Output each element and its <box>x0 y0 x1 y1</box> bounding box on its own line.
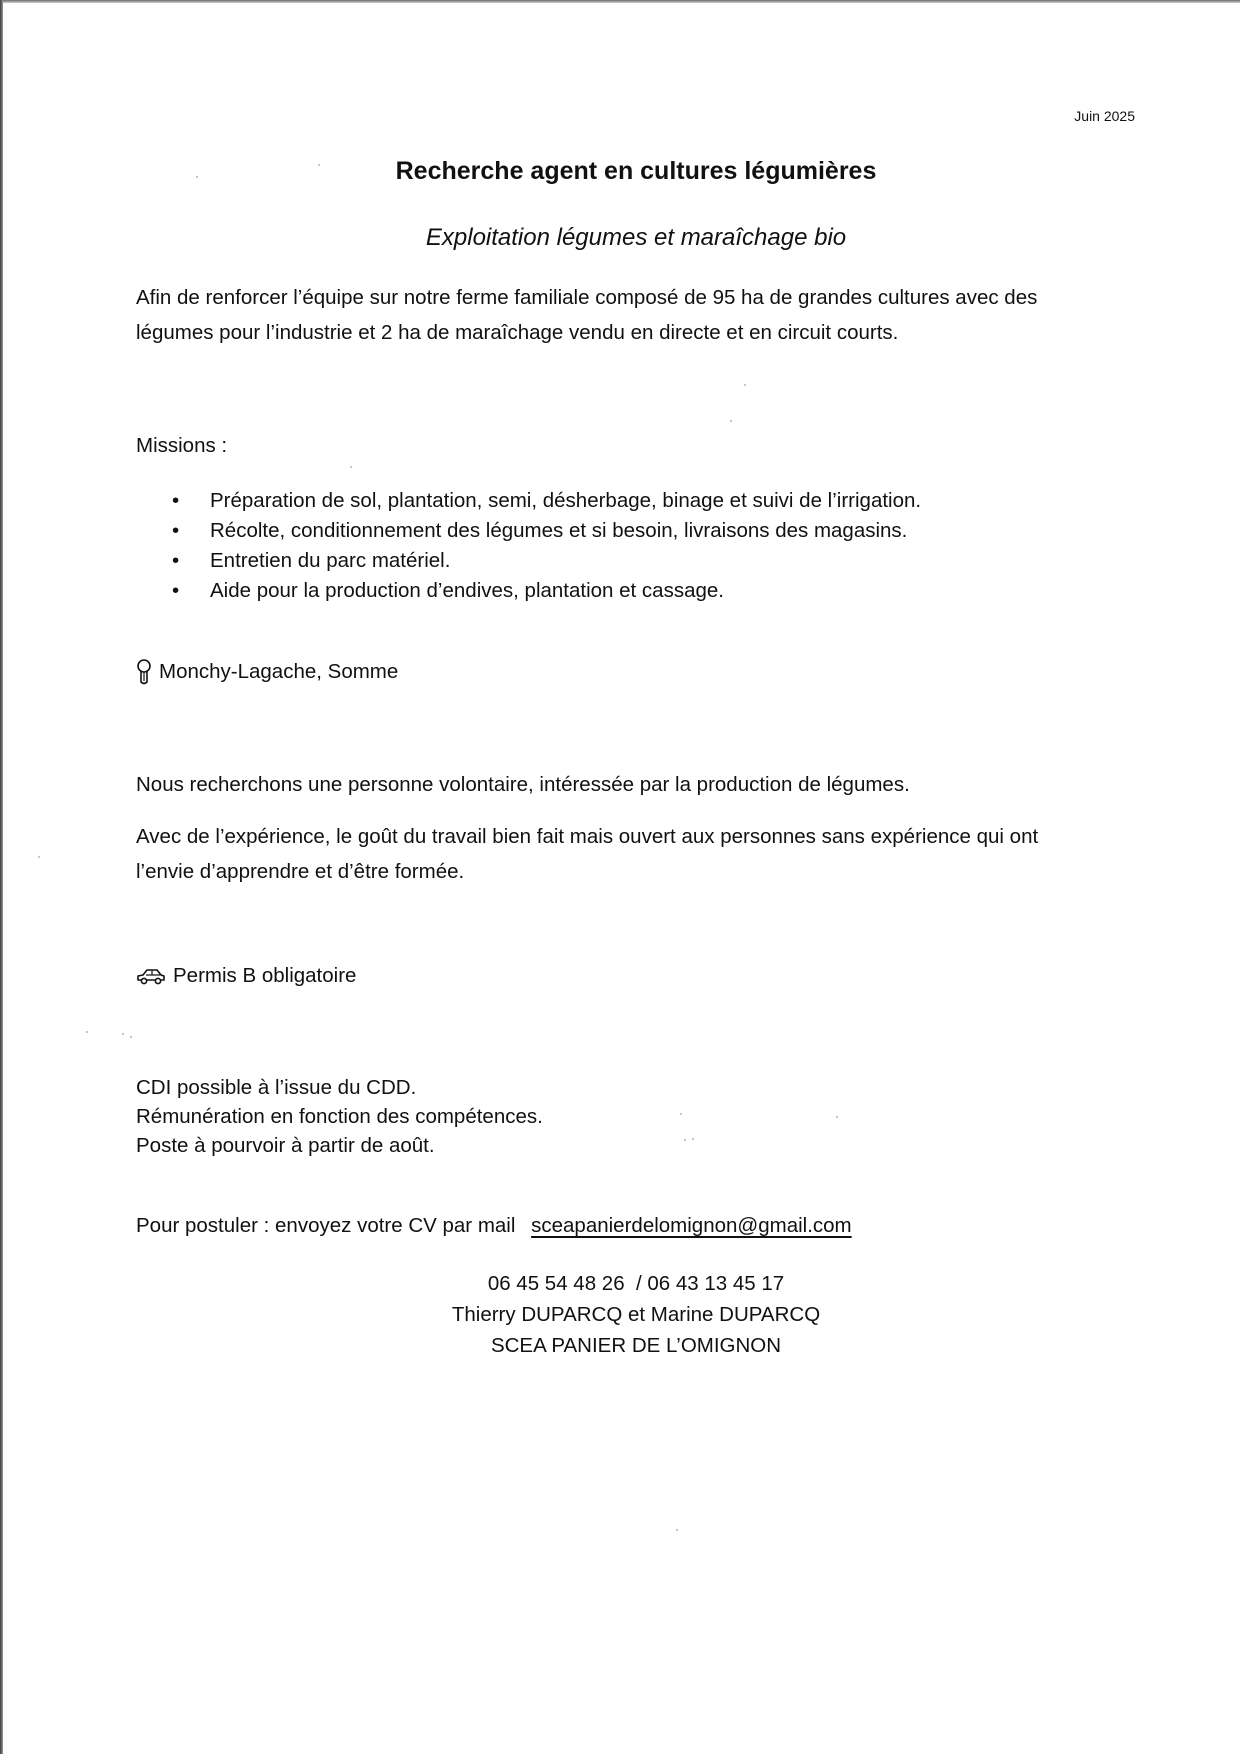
conditions-block <box>136 1073 543 1160</box>
apply-line <box>136 1211 852 1241</box>
list-item: • Entretien du parc matériel. <box>166 546 921 576</box>
scan-speck <box>196 176 198 178</box>
scan-speck <box>676 1529 678 1531</box>
missions-label: Missions : <box>136 434 228 457</box>
list-item: • Aide pour la production d’endives, plantation et cassage. <box>166 576 921 606</box>
car-icon <box>136 967 166 985</box>
scan-speck <box>744 384 746 386</box>
scan-speck <box>350 466 352 468</box>
profile-experience-paragraph <box>136 819 1136 889</box>
scan-speck <box>318 164 320 166</box>
page-subtitle: Exploitation légumes et maraîchage bio <box>425 224 847 251</box>
condition-line: Poste à pourvoir à partir de août. <box>136 1134 435 1157</box>
scan-speck <box>692 1138 694 1140</box>
profile-paragraph: Nous recherchons une personne volontaire, intéressée par la production de légumes. <box>136 773 910 796</box>
page-title: Recherche agent en cultures légumières <box>395 157 877 185</box>
missions-list <box>166 486 921 606</box>
scan-speck <box>130 1036 132 1038</box>
contact-company: SCEA PANIER DE L’OMIGNON <box>490 1334 782 1357</box>
location-pin-icon <box>136 659 152 685</box>
profile-line: l’envie d’apprendre et d’être formée. <box>136 860 465 883</box>
contact-names: Thierry DUPARCQ et Marine DUPARCQ <box>451 1303 821 1326</box>
intro-line: Afin de renforcer l’équipe sur notre ferme familiale composé de 95 ha de grandes cultures avec des <box>136 286 1038 309</box>
document-date: Juin 2025 <box>1074 108 1135 124</box>
permit-line <box>136 961 356 991</box>
intro-paragraph <box>136 280 1136 350</box>
apply-text: Pour postuler : envoyez votre CV par mail <box>136 1214 516 1237</box>
scan-speck <box>680 1113 682 1115</box>
location-text: Monchy-Lagache, Somme <box>159 660 399 683</box>
scan-speck <box>836 1116 838 1118</box>
contact-block <box>0 1268 1240 1361</box>
scan-speck <box>38 856 40 858</box>
contact-phones: 06 45 54 48 26 / 06 43 13 45 17 <box>487 1272 785 1295</box>
permit-text: Permis B obligatoire <box>173 964 357 987</box>
scan-speck <box>684 1139 686 1141</box>
scan-speck <box>86 1031 88 1033</box>
scan-speck <box>122 1033 124 1035</box>
condition-line: CDI possible à l’issue du CDD. <box>136 1076 417 1099</box>
profile-line: Avec de l’expérience, le goût du travail bien fait mais ouvert aux personnes sans expérience qui ont <box>136 825 1039 848</box>
list-item: • Récolte, conditionnement des légumes et si besoin, livraisons des magasins. <box>166 516 921 546</box>
list-item: • Préparation de sol, plantation, semi, désherbage, binage et suivi de l’irrigation. <box>166 486 921 516</box>
email-link[interactable]: sceapanierdelomignon@gmail.com <box>531 1214 852 1237</box>
intro-line: légumes pour l’industrie et 2 ha de maraîchage vendu en directe et en circuit courts. <box>136 321 899 344</box>
condition-line: Rémunération en fonction des compétences. <box>136 1105 543 1128</box>
location-line <box>136 657 398 687</box>
scan-speck <box>730 420 732 422</box>
